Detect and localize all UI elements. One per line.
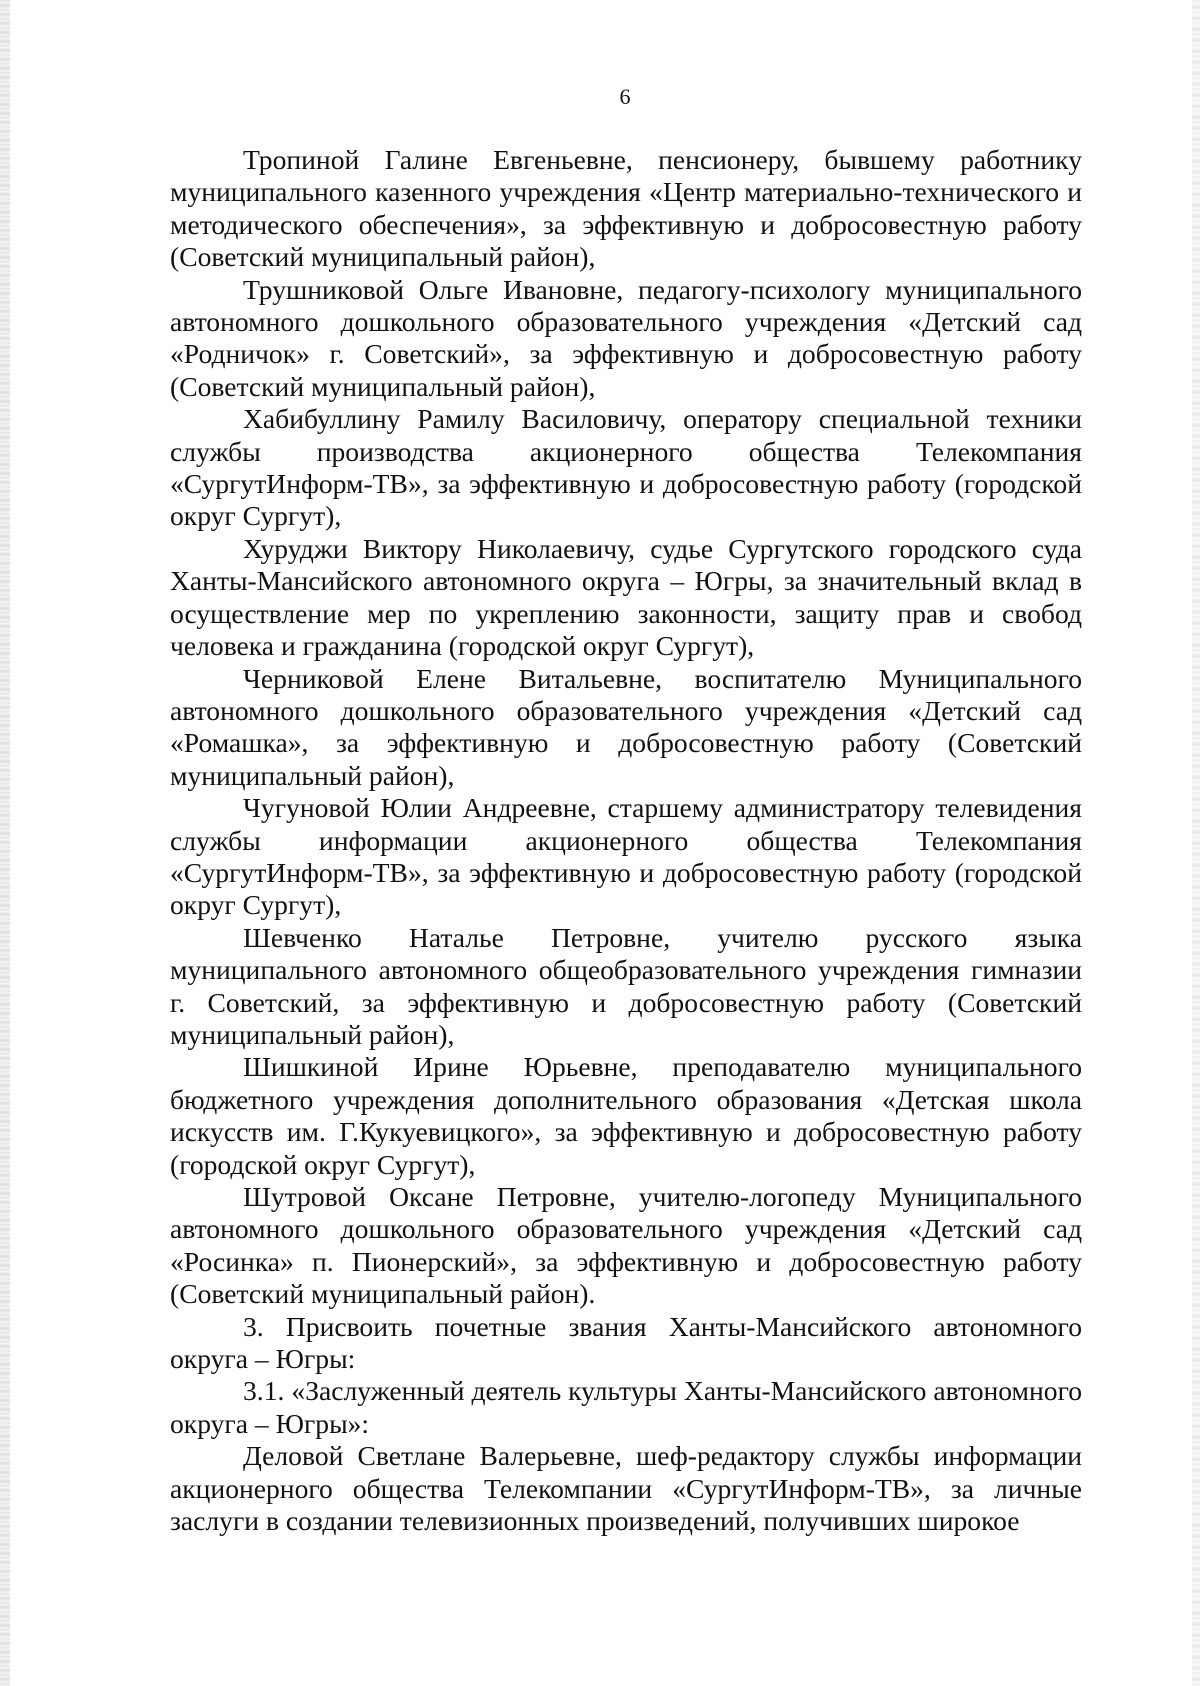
paragraph-section-3-1: 3.1. «Заслуженный деятель культуры Ханты-Мансийского автономного округа – Югры»: <box>170 1375 1082 1439</box>
paragraph-chernikova: Черниковой Елене Витальевне, воспитателю Муниципального автономного дошкольного образовательного учреждения «Детский сад «Ромашка», за эффективную и добросовестную работу (Советский муниципальный район), <box>170 662 1082 791</box>
paragraph-shishkina: Шишкиной Ирине Юрьевне, преподавателю муниципального бюджетного учреждения дополнительного образования «Детская школа искусств им. Г.Кукуевицкого», за эффективную и добросовестную работу (городской округ Сургут), <box>170 1051 1082 1180</box>
scan-edge-right <box>1192 0 1200 1686</box>
paragraph-chugunova: Чугуновой Юлии Андреевне, старшему администратору телевидения службы информации акционерного общества Телекомпания «СургутИнформ-ТВ», за эффективную и добросовестную работу (городской округ Сургут), <box>170 792 1082 921</box>
paragraph-section-3: 3. Присвоить почетные звания Ханты-Мансийского автономного округа – Югры: <box>170 1310 1082 1375</box>
paragraph-trushnikova: Трушниковой Ольге Ивановне, педагогу-психологу муниципального автономного дошкольного образовательного учреждения «Детский сад «Родничок» г. Советский», за эффективную и добросовестную работу (Советский муниципальный район), <box>170 273 1082 402</box>
paragraph-delova: Деловой Светлане Валерьевне, шеф-редактору службы информации акционерного общества Телекомпании «СургутИнформ-ТВ», за личные заслуги в создании телевизионных произведений, получивших широкое <box>170 1440 1082 1537</box>
paragraph-shevchenko: Шевченко Наталье Петровне, учителю русского языка муниципального автономного общеобразовательного учреждения гимназии г. Советский, за эффективную и добросовестную работу (Советский муниципальный район), <box>170 921 1082 1050</box>
paragraph-khabibullin: Хабибуллину Рамилу Василовичу, оператору специальной техники службы производства акционерного общества Телекомпания «СургутИнформ-ТВ», за эффективную и добросовестную работу (городской округ Сургут), <box>170 403 1082 532</box>
page-number: 6 <box>619 84 631 109</box>
paragraph-tropina: Тропиной Галине Евгеньевне, пенсионеру, бывшему работнику муниципального казенного учреждения «Центр материально-технического и методического обеспечения», за эффективную и добросовестную работу (Советский муниципальный район), <box>170 144 1082 273</box>
scan-edge-left <box>0 0 10 1686</box>
paragraph-khurudzhi: Хуруджи Виктору Николаевичу, судье Сургутского городского суда Ханты-Мансийского автономного округа – Югры, за значительный вклад в осуществление мер по укреплению законности, защиту прав и свобод человека и гражданина (городской округ Сургут), <box>170 532 1082 662</box>
paragraph-shutrova: Шутровой Оксане Петровне, учителю-логопеду Муниципального автономного дошкольного образовательного учреждения «Детский сад «Росинка» п. Пионерский», за эффективную и добросовестную работу (Советский муниципальный район). <box>170 1181 1082 1310</box>
document-body <box>170 144 1082 1537</box>
